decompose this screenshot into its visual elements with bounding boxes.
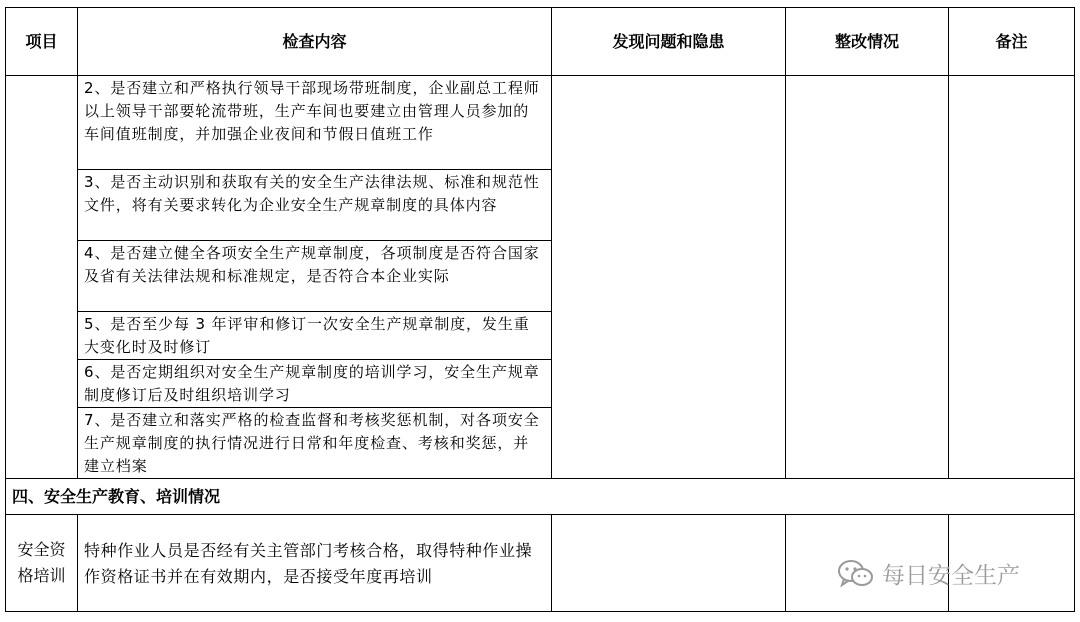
- check-item: 7、是否建立和落实严格的检查监督和考核奖惩机制，对各项安全生产规章制度的执行情况进行日常和年度检查、考核和奖惩，并建立档案: [78, 408, 552, 479]
- header-content: 检查内容: [78, 8, 552, 76]
- check-item: 2、是否建立和严格执行领导干部现场带班制度，企业副总工程师以上领导干部要轮流带班，生产车间也要建立由管理人员参加的车间值班制度，并加强企业夜间和节假日值班工作: [78, 76, 552, 170]
- check-item: 5、是否至少每 3 年评审和修订一次安全生产规章制度，发生重大变化时及时修订: [78, 312, 552, 360]
- header-issues: 发现问题和隐患: [552, 8, 786, 76]
- watermark-text: 每日安全生产: [882, 563, 1020, 589]
- header-row: [6, 8, 1075, 76]
- issues-cell: [552, 515, 786, 612]
- item-cell-empty: [6, 76, 78, 479]
- header-remarks: 备注: [949, 8, 1075, 76]
- check-item: 3、是否主动识别和获取有关的安全生产法律法规、标准和规范性文件，将有关要求转化为企业安全生产规章制度的具体内容: [78, 170, 552, 241]
- wechat-icon: [836, 558, 876, 590]
- section-heading: 四、安全生产教育、培训情况: [6, 479, 1075, 515]
- issues-cell: [552, 76, 786, 479]
- check-item: 4、是否建立健全各项安全生产规章制度，各项制度是否符合国家及省有关法律法规和标准规定，是否符合本企业实际: [78, 241, 552, 312]
- header-item: 项目: [6, 8, 78, 76]
- section-row: [6, 479, 1075, 515]
- category-cell: 安全资格培训: [6, 515, 78, 612]
- remarks-cell: [949, 76, 1075, 479]
- check-item: 特种作业人员是否经有关主管部门考核合格，取得特种作业操作资格证书并在有效期内，是否接受年度再培训: [78, 515, 552, 612]
- watermark: [836, 557, 1020, 590]
- rectification-cell: [786, 76, 949, 479]
- header-rectification: 整改情况: [786, 8, 949, 76]
- check-item: 6、是否定期组织对安全生产规章制度的培训学习，安全生产规章制度修订后及时组织培训学习: [78, 360, 552, 408]
- inspection-table: [5, 7, 1075, 612]
- table-row: [6, 76, 1075, 170]
